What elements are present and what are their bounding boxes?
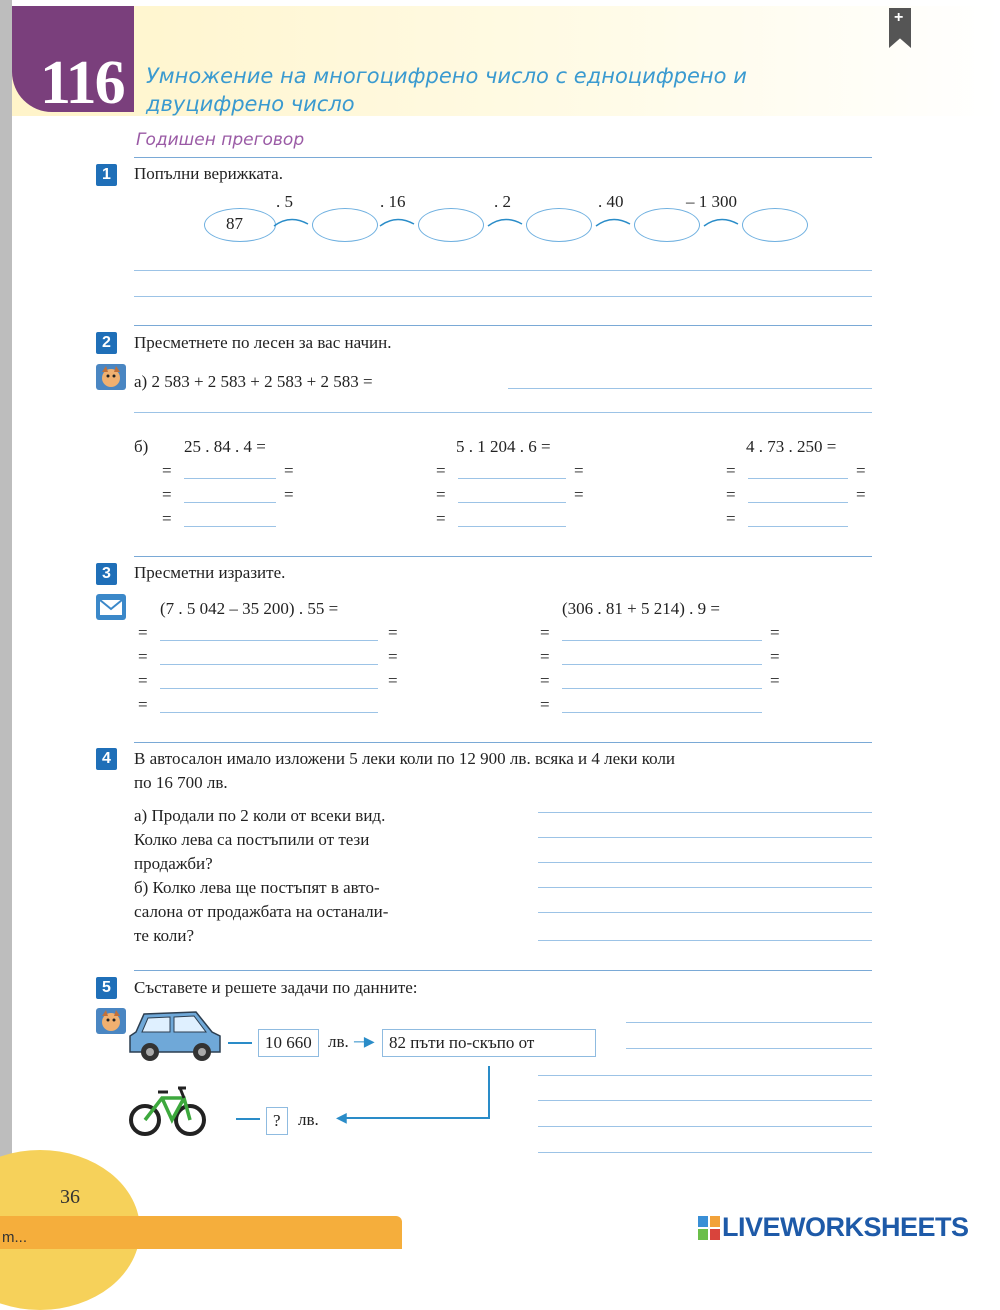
task2-instruction: Пресметнете по лесен за вас начин. [134,333,392,352]
connector-line [346,1117,490,1119]
answer-line[interactable] [538,940,872,941]
chain-arrows [270,212,770,232]
answer-line[interactable] [184,502,276,503]
task4-b-line: б) Колко лева ще постъпят в авто- [134,878,380,897]
equals-sign: = [540,695,550,714]
equals-sign: = [138,647,148,666]
equals-sign: = [436,461,446,480]
answer-line[interactable] [538,1100,872,1101]
plus-icon: + [894,9,904,26]
answer-line[interactable] [160,664,378,665]
equals-sign: = [770,647,780,666]
arrow-right-icon: ─▶ [354,1035,375,1050]
task2-part-b-label: б) [134,437,149,456]
connector-line [228,1042,252,1044]
task4-text-line2: по 16 700 лв. [134,773,228,792]
equals-sign: = [726,485,736,504]
equals-sign: = [138,623,148,642]
relation-text: 82 пъти по-скъпо от [389,1033,535,1052]
task4-b-line: салона от продажбата на останали- [134,902,389,921]
liveworksheets-brand[interactable]: LIVEWORKSHEETS [722,1212,969,1242]
task-number-badge: 3 [96,563,117,585]
answer-line[interactable] [538,862,872,863]
car-icon [126,1004,224,1064]
equals-sign: = [726,509,736,528]
section-divider [134,742,872,743]
answer-line[interactable] [626,1048,872,1049]
answer-line[interactable] [160,688,378,689]
equals-sign: = [162,485,172,504]
task4-a-line: а) Продали по 2 коли от всеки вид. [134,806,386,825]
answer-line[interactable] [562,640,762,641]
task5-instruction: Съставете и решете задачи по данните: [134,978,418,997]
answer-line[interactable] [538,912,872,913]
answer-line[interactable] [562,688,762,689]
equals-sign: = [436,509,446,528]
task2-expression: 25 . 84 . 4 = [184,437,266,456]
chain-operation: . 40 [598,192,624,211]
answer-line[interactable] [160,640,378,641]
equals-sign: = [388,671,398,690]
answer-line[interactable] [538,1126,872,1127]
page-number: 36 [60,1186,80,1208]
answer-line[interactable] [562,712,762,713]
page-edge-shadow [0,0,12,1249]
chain-operation: . 5 [276,192,293,211]
answer-line[interactable] [538,837,872,838]
section-divider [134,556,872,557]
answer-line[interactable] [134,270,872,271]
equals-sign: = [138,695,148,714]
section-divider [134,157,872,158]
equals-sign: = [574,461,584,480]
task-number-badge: 5 [96,977,117,999]
answer-line[interactable] [626,1022,872,1023]
task1-instruction: Попълни верижката. [134,164,283,183]
equals-sign: = [436,485,446,504]
equals-sign: = [284,461,294,480]
task4-a-line: Колко лева са постъпили от тези [134,830,370,849]
equals-sign: = [284,485,294,504]
chain-arrow-icon [704,219,738,226]
answer-line[interactable] [458,478,566,479]
equals-sign: = [540,671,550,690]
lesson-title-line1: Умножение на многоцифрено число с едноцифрено и [146,64,747,88]
chain-arrow-icon [274,219,308,226]
equals-sign: = [770,671,780,690]
footer-left-text: m... [2,1229,27,1246]
bike-price: ? [273,1111,281,1130]
task4-text-line1: В автосалон имало изложени 5 леки коли по 12 900 лв. всяка и 4 леки коли [134,749,676,768]
car-price-unit: лв. [328,1032,349,1051]
task-number-badge: 4 [96,748,117,770]
chain-operation: – 1 300 [686,192,737,211]
answer-line[interactable] [562,664,762,665]
answer-line[interactable] [508,388,872,389]
task2-expression: 4 . 73 . 250 = [746,437,837,456]
equals-sign: = [770,623,780,642]
task2-expression: 5 . 1 204 . 6 = [456,437,551,456]
answer-line[interactable] [748,502,848,503]
answer-line[interactable] [134,296,872,297]
task3-expression: (306 . 81 + 5 214) . 9 = [562,599,720,618]
connector-line [488,1066,490,1118]
equals-sign: = [162,509,172,528]
answer-line[interactable] [538,812,872,813]
task2-part-a: а) 2 583 + 2 583 + 2 583 + 2 583 = [134,372,373,391]
lesson-title-line2: двуцифрено число [146,92,355,116]
bicycle-icon [128,1080,208,1140]
envelope-icon [96,594,126,620]
bike-price-unit: лв. [298,1110,319,1129]
car-price-box [258,1029,319,1057]
equals-sign: = [856,461,866,480]
answer-line[interactable] [458,502,566,503]
chain-arrow-icon [380,219,414,226]
section-divider [134,970,872,971]
chain-operation: . 2 [494,192,511,211]
answer-line[interactable] [538,887,872,888]
mascot-icon [96,364,126,390]
answer-line[interactable] [748,478,848,479]
task4-b-line: те коли? [134,926,195,945]
liveworksheets-mark-text [690,1240,692,1241]
answer-line[interactable] [160,712,378,713]
answer-line[interactable] [184,478,276,479]
car-price: 10 660 [265,1033,312,1052]
lesson-number: 116 [40,49,124,117]
equals-sign: = [540,623,550,642]
relation-box [382,1029,596,1057]
answer-line[interactable] [184,526,276,527]
mascot-icon [96,1008,126,1034]
task3-instruction: Пресметни изразите. [134,563,286,582]
equals-sign: = [162,461,172,480]
task-number-badge: 2 [96,332,117,354]
lesson-subtitle: Годишен преговор [136,130,305,150]
bike-price-box [266,1107,288,1135]
answer-line[interactable] [538,1075,872,1076]
chain-start-value: 87 [226,214,243,233]
equals-sign: = [138,671,148,690]
answer-line[interactable] [538,1152,872,1153]
equals-sign: = [388,623,398,642]
equals-sign: = [540,647,550,666]
answer-line[interactable] [748,526,848,527]
equals-sign: = [726,461,736,480]
chain-arrow-icon [488,219,522,226]
connector-line [236,1118,260,1120]
liveworksheets-logo-icon [698,1216,720,1240]
answer-line[interactable] [134,412,872,413]
footer-bar [0,1216,402,1249]
answer-line[interactable] [458,526,566,527]
equals-sign: = [856,485,866,504]
arrow-left-icon: ◀ [336,1111,347,1126]
chain-operation: . 16 [380,192,406,211]
equals-sign: = [574,485,584,504]
chain-arrow-icon [596,219,630,226]
task3-expression: (7 . 5 042 – 35 200) . 55 = [160,599,339,618]
task4-a-line: продажби? [134,854,213,873]
equals-sign: = [388,647,398,666]
task-number-badge: 1 [96,164,117,186]
section-divider [134,325,872,326]
